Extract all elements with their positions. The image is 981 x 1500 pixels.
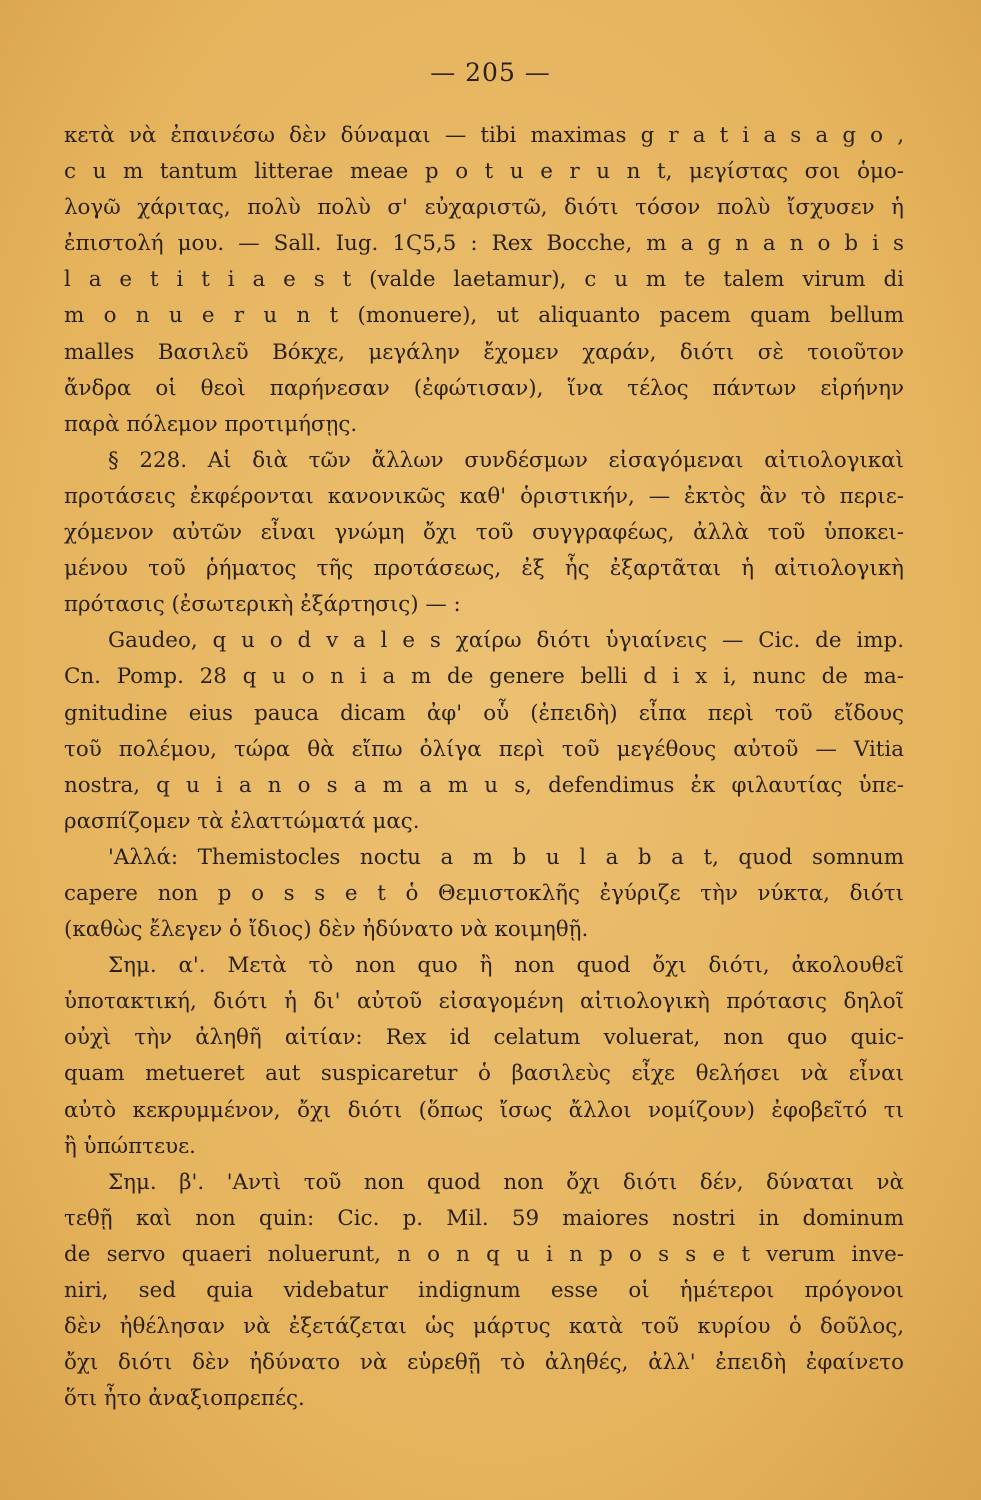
text-line: τεθῇ καὶ non quin: Cic. p. Mil. 59 maiores nostri in dominum	[64, 1205, 904, 1231]
text-line: Σημ. β'. 'Αντὶ τοῦ non quod non ὄχι διότι δέν, δύναται νὰ	[108, 1169, 904, 1195]
text-line: ἄνδρα οἱ θεοὶ παρήνεσαν (ἐφώτισαν), ἵνα τέλος πάντων εἰρήνην	[64, 375, 904, 401]
body-text	[64, 118, 904, 1417]
text-line: 'Αλλά: Themistocles noctu a m b u l a b a t, quod somnum	[108, 844, 904, 870]
text-line: gnitudine eius pauca dicam ἀφ' οὗ (ἐπειδὴ) εἶπα περὶ τοῦ εἴδους	[64, 700, 904, 726]
text-line: μένου τοῦ ῥήματος τῆς προτάσεως, ἐξ ἧς ἐξαρτᾶται ἡ αἰτιολογικὴ	[64, 556, 904, 582]
text-line: λογῶ χάριτας, πολὺ πολὺ σ' εὐχαριστῶ, διότι τόσον πολὺ ἴσχυσεν ἡ	[64, 195, 904, 221]
text-line: οὐχὶ τὴν ἀληθῆ αἰτίαν: Rex id celatum voluerat, non quo quic-	[64, 1025, 904, 1051]
text-line: c u m tantum litterae meae p o t u e r u n t, μεγίστας σοι ὁμο-	[64, 159, 904, 185]
text-line: Σημ. α'. Μετὰ τὸ non quo ἢ non quod ὄχι διότι, ἀκολουθεῖ	[108, 953, 904, 979]
text-line: ἢ ὑπώπτευε.	[64, 1133, 196, 1159]
text-line: capere non p o s s e t ὁ Θεμιστοκλῆς ἐγύριζε τὴν νύκτα, διότι	[64, 880, 904, 906]
text-line: l a e t i t i a e s t (valde laetamur), c u m te talem virum di	[64, 267, 904, 293]
text-line: ἐπιστολή μου. — Sall. Iug. 1Ϛ5,5 : Rex Bocche, m a g n a n o b i s	[64, 231, 904, 257]
page-number: — 205 —	[430, 58, 551, 87]
text-line: χόμενον αὐτῶν εἶναι γνώμη ὄχι τοῦ συγγραφέως, ἀλλὰ τοῦ ὑποκει-	[64, 520, 904, 546]
text-line: Gaudeo, q u o d v a l e s χαίρω διότι ὑγιαίνεις — Cic. de imp.	[108, 628, 904, 654]
text-line: ὅτι ἦτο ἀναξιοπρεπές.	[64, 1386, 305, 1412]
text-line: δὲν ἠθέλησαν νὰ ἐξετάζεται ὡς μάρτυς κατὰ τοῦ κυρίου ὁ δοῦλος,	[64, 1314, 904, 1340]
text-line: de servo quaeri noluerunt, n o n q u i n p o s s e t verum inve-	[64, 1241, 904, 1267]
text-line: πρότασις (ἐσωτερικὴ ἐξάρτησις) — :	[64, 592, 461, 618]
text-line: quam metueret aut suspicaretur ὁ βασιλεὺς εἶχε θελήσει νὰ εἶναι	[64, 1061, 904, 1087]
text-line: niri, sed quia videbatur indignum esse οἱ ἡμέτεροι πρόγονοι	[64, 1278, 904, 1303]
text-line: προτάσεις ἐκφέρονται κανονικῶς καθ' ὁριστικήν, — ἐκτὸς ἂν τὸ περιε-	[64, 483, 904, 509]
text-line: malles Βασιλεῦ Βόκχε, μεγάλην ἔχομεν χαράν, διότι σὲ τοιοῦτον	[64, 339, 904, 365]
text-line: ὄχι διότι δὲν ἠδύνατο νὰ εὑρεθῇ τὸ ἀληθές, ἀλλ' ἐπειδὴ ἐφαίνετο	[64, 1350, 904, 1376]
text-line: nostra, q u i a n o s a m a m u s, defendimus ἐκ φιλαυτίας ὑπε-	[64, 772, 904, 798]
text-line: § 228. Αἱ διὰ τῶν ἄλλων συνδέσμων εἰσαγόμεναι αἰτιολογικαὶ	[108, 447, 904, 473]
text-line: Cn. Pomp. 28 q u o n i a m de genere belli d i x i, nunc de ma-	[64, 664, 904, 690]
text-line: αὐτὸ κεκρυμμένον, ὄχι διότι (ὅπως ἴσως ἄλλοι νομίζουν) ἐφοβεῖτό τι	[64, 1097, 904, 1123]
text-line: (καθὼς ἔλεγεν ὁ ἴδιος) δὲν ἠδύνατο νὰ κοιμηθῇ.	[64, 917, 589, 943]
text-line: παρὰ πόλεμον προτιμήσῃς.	[64, 411, 358, 437]
text-line: m o n u e r u n t (monuere), ut aliquanto pacem quam bellum	[64, 303, 904, 329]
text-line: ὑποτακτική, διότι ἡ δι' αὐτοῦ εἰσαγομένη αἰτιολογικὴ πρότασις δηλοῖ	[64, 989, 904, 1015]
text-line: ρασπίζομεν τὰ ἐλαττώματά μας.	[64, 808, 420, 834]
text-line: κετὰ νὰ ἐπαινέσω δὲν δύναμαι — tibi maximas g r a t i a s a g o ,	[64, 123, 904, 148]
text-line: τοῦ πολέμου, τώρα θὰ εἴπω ὀλίγα περὶ τοῦ μεγέθους αὐτοῦ — Vitia	[64, 736, 904, 762]
